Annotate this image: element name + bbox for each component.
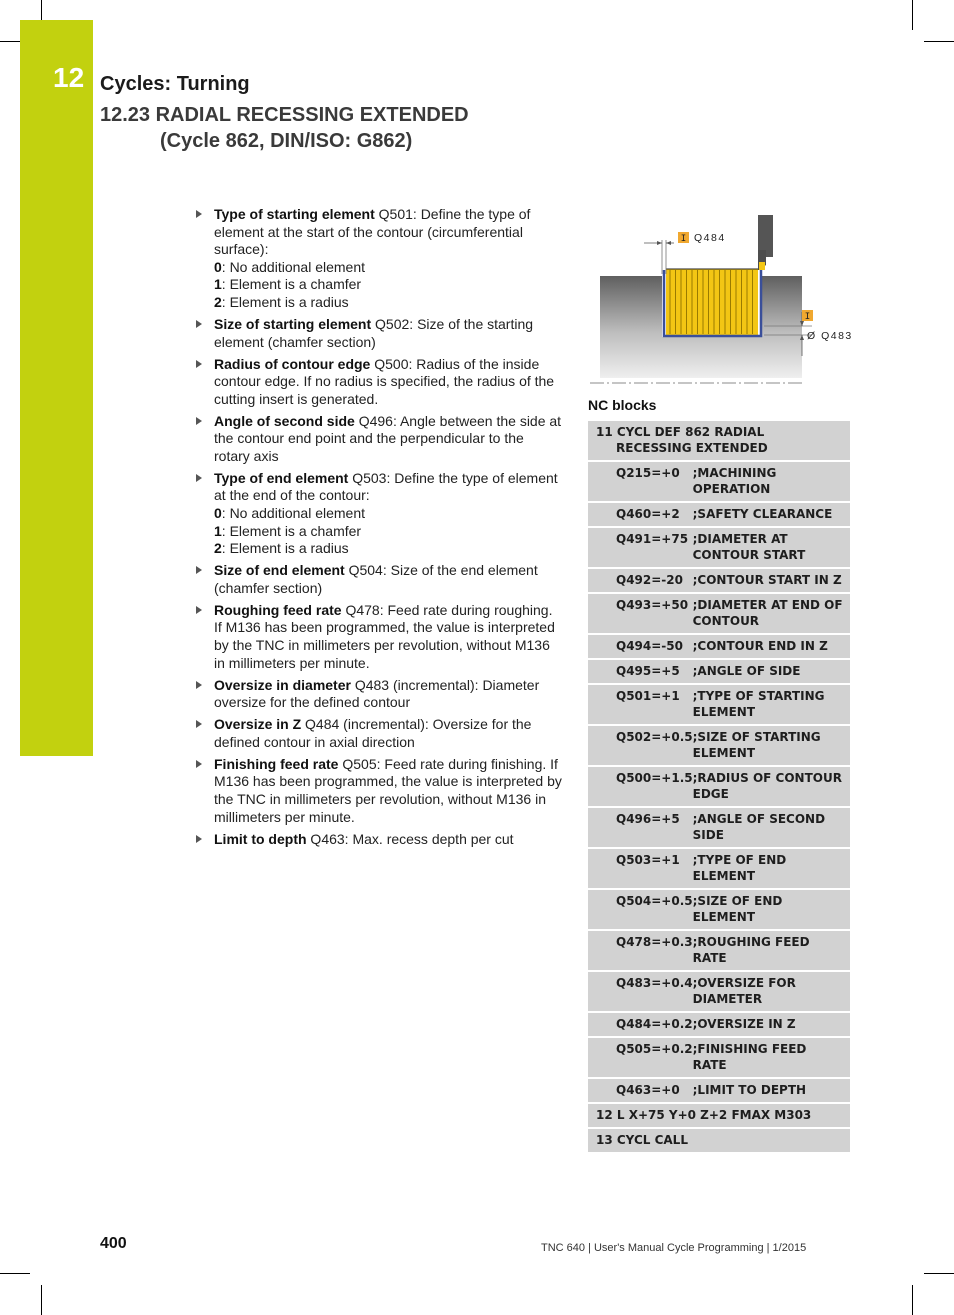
parameter-name: Oversize in Z — [214, 716, 302, 733]
marker: I — [804, 312, 811, 322]
arrow-head — [666, 241, 671, 245]
parameter-description: Q483 (incremental): Diameter oversize for the defined contour — [214, 676, 540, 711]
nc-param-row — [588, 593, 850, 634]
nc-param-code: Q505=+0.2 — [616, 1042, 693, 1056]
section-subtitle: (Cycle 862, DIN/ISO: G862) — [160, 130, 413, 152]
nc-param-row — [588, 766, 850, 807]
parameter-item — [192, 677, 562, 712]
nc-param-row — [588, 971, 850, 1012]
chapter-title: Cycles: Turning — [100, 73, 250, 95]
nc-param-code: Q484=+0.2 — [616, 1017, 693, 1031]
nc-param-code: Q502=+0.5 — [616, 730, 693, 744]
nc-param-row — [588, 848, 850, 889]
parameter-description: Q463: Max. recess depth per cut — [306, 830, 514, 847]
nc-param-comment: ;LIMIT TO DEPTH — [692, 1083, 807, 1097]
option-value: : No additional element — [221, 505, 365, 522]
parameter-item — [192, 206, 562, 312]
option-value: : No additional element — [221, 258, 365, 275]
nc-param-row — [588, 930, 850, 971]
nc-param-code: Q493=+50 — [616, 598, 689, 612]
recessing-figure — [586, 210, 854, 390]
bullet-arrow-icon — [196, 360, 202, 368]
crop-mark — [912, 0, 913, 30]
parameter-item — [192, 316, 562, 351]
parameter-name: Type of end element — [214, 469, 349, 486]
parameter-name: Finishing feed rate — [214, 755, 339, 772]
nc-param-row — [588, 634, 850, 659]
option-value: : Element is a radius — [221, 293, 349, 310]
nc-param-comment: ;TYPE OF END ELEMENT — [692, 853, 787, 883]
option-key: 1 — [214, 522, 222, 539]
parameter-item — [192, 562, 562, 597]
nc-param-row — [588, 527, 850, 568]
nc-param-code: Q478=+0.3 — [616, 935, 693, 949]
nc-param-comment: ;SAFETY CLEARANCE — [692, 507, 833, 521]
bullet-arrow-icon — [196, 320, 202, 328]
parameter-description: Q500: Radius of the inside contour edge. If no radius is specified, the radius of the cutting insert is generated. — [214, 355, 555, 407]
bullet-arrow-icon — [196, 760, 202, 768]
crop-mark — [0, 1273, 30, 1274]
parameter-option — [214, 505, 562, 523]
section-title: 12.23 RADIAL RECESSING EXTENDED — [100, 104, 469, 126]
parameter-item — [192, 831, 562, 849]
parameter-name: Roughing feed rate — [214, 601, 342, 618]
bullet-arrow-icon — [196, 474, 202, 482]
nc-param-row — [588, 502, 850, 527]
label-q483: Ø Q483 — [807, 330, 853, 342]
bullet-arrow-icon — [196, 566, 202, 574]
parameter-description: Q484 (incremental): Oversize for the defined contour in axial direction — [214, 716, 532, 750]
nc-param-code: Q460=+2 — [616, 507, 680, 521]
nc-block-text: 11 CYCL DEF 862 RADIAL RECESSING EXTENDED — [596, 425, 768, 455]
nc-param-code: Q215=+0 — [616, 466, 680, 480]
parameter-name: Type of starting element — [214, 206, 375, 222]
crop-mark — [924, 1273, 954, 1274]
parameter-item — [192, 716, 562, 751]
nc-param-comment: ;OVERSIZE IN Z — [692, 1017, 796, 1031]
parameter-name: Size of end element — [214, 562, 345, 579]
parameter-item — [192, 470, 562, 558]
marker: I — [680, 234, 687, 244]
nc-param-comment: ;DIAMETER AT END OF CONTOUR — [692, 598, 843, 628]
nc-param-row — [588, 659, 850, 684]
chapter-number: 12 — [53, 62, 85, 93]
parameter-name: Size of starting element — [214, 315, 372, 332]
nc-param-comment: ;CONTOUR END IN Z — [692, 639, 828, 653]
nc-block-text: 12 L X+75 Y+0 Z+2 FMAX M303 — [596, 1108, 812, 1122]
option-key: 1 — [214, 276, 222, 293]
parameter-description: Q503: Define the type of element at the end of the contour: — [214, 469, 558, 504]
nc-block-row — [588, 1103, 850, 1128]
parameter-option — [214, 276, 562, 294]
option-key: 0 — [214, 258, 222, 275]
parameter-option — [214, 259, 562, 277]
nc-param-code: Q501=+1 — [616, 689, 680, 703]
nc-param-code: Q492=-20 — [616, 573, 683, 587]
nc-param-row — [588, 684, 850, 725]
nc-param-comment: ;TYPE OF STARTING ELEMENT — [692, 689, 825, 719]
tool-tip — [759, 262, 765, 270]
parameter-description: Q505: Feed rate during finishing. If M136 has been programmed, the value is interpreted by the TNC in millimeters per revolution, without M136 in millimeters per minute. — [214, 755, 562, 825]
nc-param-comment: ;RADIUS OF CONTOUR EDGE — [692, 771, 842, 801]
bullet-arrow-icon — [196, 681, 202, 689]
nc-param-row — [588, 461, 850, 502]
recessing-diagram — [586, 210, 854, 390]
option-key: 2 — [214, 540, 222, 557]
nc-param-code: Q503=+1 — [616, 853, 680, 867]
nc-param-comment: ;CONTOUR START IN Z — [692, 573, 842, 587]
nc-param-comment: ;ANGLE OF SIDE — [692, 664, 801, 678]
nc-param-code: Q491=+75 — [616, 532, 689, 546]
nc-param-row — [588, 1012, 850, 1037]
parameter-name: Oversize in diameter — [214, 676, 351, 693]
nc-param-row — [588, 807, 850, 848]
arrow-head — [657, 241, 662, 245]
label-q484: Q484 — [694, 232, 726, 244]
page-number: 400 — [100, 1235, 127, 1252]
nc-param-code: Q500=+1.5 — [616, 771, 693, 785]
option-value: : Element is a chamfer — [221, 522, 362, 539]
parameter-option — [214, 523, 562, 541]
nc-param-row — [588, 1078, 850, 1103]
bullet-arrow-icon — [196, 417, 202, 425]
parameter-item — [192, 756, 562, 826]
nc-param-row — [588, 1037, 850, 1078]
bullet-arrow-icon — [196, 210, 202, 218]
parameter-description: Q478: Feed rate during roughing. If M136 has been programmed, the value is interpreted by the TNC in millimeters per revolution, without M136 in millimeters per minute. — [214, 601, 555, 671]
nc-param-comment: ;OVERSIZE FOR DIAMETER — [692, 976, 796, 1006]
nc-blocks-table — [588, 421, 850, 1154]
nc-param-comment: ;ANGLE OF SECOND SIDE — [692, 812, 826, 842]
option-value: : Element is a radius — [221, 540, 349, 557]
nc-param-code: Q496=+5 — [616, 812, 680, 826]
nc-block-row — [588, 421, 850, 461]
nc-param-comment: ;MACHINING OPERATION — [692, 466, 777, 496]
nc-block-text: 13 CYCL CALL — [596, 1133, 688, 1147]
nc-param-code: Q495=+5 — [616, 664, 680, 678]
nc-param-row — [588, 568, 850, 593]
parameter-description: Q502: Size of the starting element (chamfer section) — [214, 315, 534, 350]
crop-mark — [924, 41, 954, 42]
chapter-side-bar — [20, 20, 93, 756]
parameter-name: Radius of contour edge — [214, 355, 371, 372]
parameter-item — [192, 356, 562, 409]
bullet-arrow-icon — [196, 835, 202, 843]
nc-param-code: Q483=+0.4 — [616, 976, 693, 990]
parameter-description: Q496: Angle between the side at the contour end point and the perpendicular to the rotary axis — [214, 412, 562, 464]
nc-param-comment: ;SIZE OF STARTING ELEMENT — [692, 730, 821, 760]
parameter-name: Limit to depth — [214, 830, 307, 847]
nc-block-row — [588, 1128, 850, 1153]
parameter-description: Q501: Define the type of element at the start of the contour (circumferential surface): — [214, 206, 531, 258]
crop-mark — [912, 1285, 913, 1315]
option-key: 2 — [214, 293, 222, 310]
nc-param-row — [588, 889, 850, 930]
nc-param-comment: ;SIZE OF END ELEMENT — [692, 894, 783, 924]
parameter-name: Angle of second side — [214, 412, 355, 429]
nc-param-code: Q494=-50 — [616, 639, 683, 653]
recess-area — [666, 269, 758, 335]
bullet-arrow-icon — [196, 720, 202, 728]
bullet-arrow-icon — [196, 606, 202, 614]
parameter-item — [192, 602, 562, 672]
nc-blocks-label: NC blocks — [588, 397, 657, 413]
nc-param-comment: ;ROUGHING FEED RATE — [692, 935, 810, 965]
nc-param-code: Q504=+0.5 — [616, 894, 693, 908]
nc-param-code: Q463=+0 — [616, 1083, 680, 1097]
parameter-description: Q504: Size of the end element (chamfer section) — [214, 562, 538, 596]
parameter-option — [214, 540, 562, 558]
parameter-list — [192, 206, 562, 852]
page-footer: TNC 640 | User's Manual Cycle Programming | 1/2015 — [541, 1242, 807, 1254]
option-key: 0 — [214, 505, 222, 522]
nc-param-comment: ;DIAMETER AT CONTOUR START — [692, 532, 806, 562]
option-value: : Element is a chamfer — [221, 276, 362, 293]
nc-param-row — [588, 725, 850, 766]
parameter-option — [214, 294, 562, 312]
crop-mark — [41, 1285, 42, 1315]
nc-param-comment: ;FINISHING FEED RATE — [692, 1042, 807, 1072]
parameter-item — [192, 413, 562, 466]
